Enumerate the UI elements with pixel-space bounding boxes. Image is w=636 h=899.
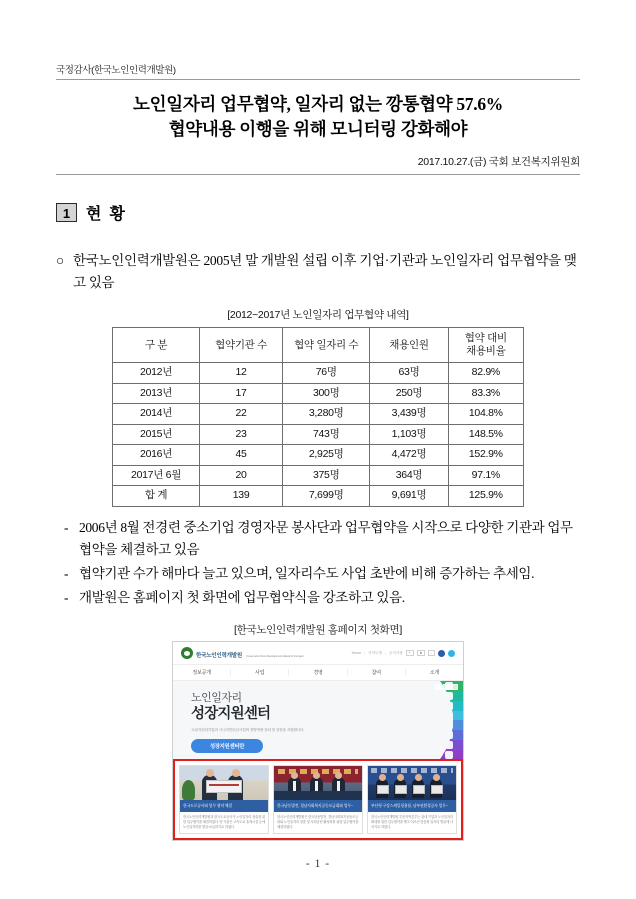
table-cell: 3,439명 <box>370 404 448 425</box>
news-highlight-box <box>173 759 463 840</box>
table-cell: 1,103명 <box>370 424 448 445</box>
dash-bullet-icon: - <box>64 589 69 605</box>
table-cell: 2014년 <box>113 404 200 425</box>
table-cell: 23 <box>200 424 283 445</box>
table-row <box>113 465 524 486</box>
table-cell: 76명 <box>283 363 370 384</box>
hero-text-block <box>173 681 373 759</box>
logo-name: 한국노인인력개발원 <box>196 653 242 660</box>
table-cell: 12 <box>200 363 283 384</box>
col-header-ratio-line1: 협약 대비 <box>464 331 507 344</box>
quick-menu-icon <box>445 751 453 759</box>
list-item <box>56 587 580 609</box>
nav-item-참여[interactable]: 참여 <box>348 669 406 676</box>
col-header-ratio-line2: 채용비율 <box>466 345 506 358</box>
utility-link-notice[interactable]: 공지사항 <box>388 650 403 655</box>
table-cell: 2013년 <box>113 383 200 404</box>
table-cell: 63명 <box>370 363 448 384</box>
website-screenshot <box>172 641 464 841</box>
zoom-in-button[interactable]: + <box>406 650 414 656</box>
person-figure <box>412 779 424 798</box>
person-figure <box>430 779 442 798</box>
document-title-line-1: 노인일자리 업무협약, 일자리 없는 깡통협약 57.6% <box>133 94 503 114</box>
hero-line-1: 노인일자리 <box>191 692 242 705</box>
table-row <box>113 424 524 445</box>
logo-mark-icon <box>181 647 193 659</box>
col-header-category: 구 분 <box>113 328 200 363</box>
table-cell: 250명 <box>370 383 448 404</box>
zoom-reset-button[interactable]: ■ <box>417 650 425 656</box>
utility-link-sitemap[interactable]: 사이트맵 <box>368 650 382 655</box>
table-head <box>113 328 524 363</box>
table-cell: 83.3% <box>448 383 523 404</box>
site-logo[interactable] <box>181 644 303 662</box>
page-number: - 1 - <box>305 858 331 870</box>
table-header-row <box>113 328 524 363</box>
page-content <box>56 0 580 841</box>
hero-banner <box>173 681 463 759</box>
table-cell: 125.9% <box>448 486 523 507</box>
table-row <box>113 363 524 384</box>
table-cell: 139 <box>200 486 283 507</box>
table-cell: 743명 <box>283 424 370 445</box>
nav-item-소개[interactable]: 소개 <box>429 670 440 677</box>
hero-line-2: 성장지원센터 <box>191 706 271 723</box>
list-item-text: 개발원은 홈페이지 첫 화면에 업무협약식을 강조하고 있음. <box>79 589 405 605</box>
logo-subtitle: Korea Labor Force Development Institute for the Aged <box>246 655 304 659</box>
hero-description: 고령자친화기업과 시니어인턴십사업의 경영역량 강화 및 성장을 지원합니다. <box>191 728 305 733</box>
list-item <box>56 563 580 585</box>
dateline-wrap <box>56 143 580 174</box>
news-body: 한국노인인력개발원은 한국남동발전, 경남사회복지공동모금회와 노인일자리 창출 및 사회공헌 활성화를 위한 업무협약을 체결하였다. <box>277 814 359 829</box>
title-block <box>56 80 580 143</box>
table-prop <box>274 791 362 800</box>
table-row <box>113 445 524 466</box>
facebook-icon[interactable] <box>438 650 445 657</box>
logo-text-block <box>196 644 303 662</box>
plant-decoration <box>182 780 195 800</box>
table-body <box>113 363 524 507</box>
table-cell: 4,472명 <box>370 445 448 466</box>
section-title: 현 황 <box>86 205 127 223</box>
circle-bullet-icon: ○ <box>56 252 64 268</box>
hero-pause-button[interactable] <box>443 684 450 690</box>
news-title: 한국도로공사와 업무 협약 체결 <box>180 800 268 811</box>
placard-prop <box>206 780 242 793</box>
utility-link-home[interactable]: Home <box>351 651 362 656</box>
list-item[interactable] <box>273 765 363 834</box>
table-cell: 148.5% <box>448 424 523 445</box>
table-cell: 2,925명 <box>283 445 370 466</box>
dash-bullet-icon: - <box>64 565 69 581</box>
news-body: 한국노인인력개발원 부산지역본부는 관내 기업과 노인일자리 확대를 위한 업무협약을 맺고 어르신 맞춤형 일자리 발굴에 나서기로 하였다. <box>371 814 453 829</box>
news-title: 부산형 구강스케일링용품, 남부권환경공사 업무~ <box>368 800 456 811</box>
nav-item-정보공개[interactable]: 정보공개 <box>173 669 231 676</box>
table-row <box>113 404 524 425</box>
table-cell: 22 <box>200 404 283 425</box>
divider: | <box>364 651 366 656</box>
news-photo-2 <box>274 766 362 800</box>
running-head: 국정감사(한국노인인력개발원) <box>56 65 176 76</box>
zoom-out-button[interactable]: - <box>428 650 435 656</box>
figure-caption: [한국노인인력개발원 홈페이지 첫화면] <box>234 624 402 637</box>
hero-prev-button[interactable] <box>435 684 442 690</box>
table-cell: 합 계 <box>113 486 200 507</box>
site-header <box>173 642 463 664</box>
divider: | <box>384 651 386 656</box>
col-header-hired: 채용인원 <box>370 328 448 363</box>
twitter-icon[interactable] <box>448 650 455 657</box>
table-row <box>113 383 524 404</box>
table-cell: 97.1% <box>448 465 523 486</box>
dash-bullet-list <box>56 517 580 608</box>
table-cell: 364명 <box>370 465 448 486</box>
news-photo-1 <box>180 766 268 800</box>
hero-cta-button[interactable]: 성장지원센터란 <box>191 739 263 753</box>
document-title-line-2: 협약내용 이행을 위해 모니터링 강화해야 <box>168 119 468 140</box>
agreement-table <box>112 327 524 507</box>
list-item <box>56 517 580 561</box>
section-heading <box>56 201 580 224</box>
list-item-text: 2006년 8월 전경련 중소기업 경영자문 봉사단과 업무협약을 시작으로 다양한 기관과 업무협약을 체결하고 있음 <box>79 519 573 557</box>
table-cell: 2015년 <box>113 424 200 445</box>
dash-bullet-icon: - <box>64 519 69 535</box>
news-body: 한국노인인력개발원과 한국도로공사가 노인일자리 창출을 위한 업무협약을 체결하였다. 양 기관은 고속도로 휴게시설 등에 노인일자리를 발굴·보급하기로 하였다. <box>183 814 265 829</box>
col-header-ratio <box>448 328 523 363</box>
table-caption: [2012~2017년 노인일자리 업무협약 내역] <box>227 309 409 322</box>
col-header-jobs: 협약 일자리 수 <box>283 328 370 363</box>
lead-paragraph-text: 한국노인인력개발원은 2005년 말 개발원 설립 이후 기업·기관과 노인일자리 업무협약을 맺고 있음 <box>73 252 577 290</box>
table-cell: 7,699명 <box>283 486 370 507</box>
nav-item-사업[interactable]: 사업 <box>231 669 289 676</box>
col-header-institutions: 협약기관 수 <box>200 328 283 363</box>
table-cell: 300명 <box>283 383 370 404</box>
table-cell: 3,280명 <box>283 404 370 425</box>
title-rule <box>56 174 580 175</box>
table-cell: 45 <box>200 445 283 466</box>
person-figure <box>394 779 406 798</box>
table-row <box>113 486 524 507</box>
news-card-row <box>179 765 457 834</box>
table-cell: 9,691명 <box>370 486 448 507</box>
table-cell: 2016년 <box>113 445 200 466</box>
dateline: 2017.10.27.(금) 국회 보건복지위원회 <box>417 155 580 168</box>
table-cell: 20 <box>200 465 283 486</box>
table-cell: 17 <box>200 383 283 404</box>
table-cell: 2012년 <box>113 363 200 384</box>
list-item[interactable] <box>367 765 457 834</box>
list-item[interactable] <box>179 765 269 834</box>
table-cell: 2017년 6월 <box>113 465 200 486</box>
nav-item-경영[interactable]: 경영 <box>289 669 347 676</box>
global-navigation <box>173 664 463 681</box>
news-photo-3 <box>368 766 456 800</box>
table-cell: 375명 <box>283 465 370 486</box>
utility-links <box>352 650 455 657</box>
table-cell: 152.9% <box>448 445 523 466</box>
hero-next-button[interactable] <box>451 684 458 690</box>
list-item-text: 협약기관 수가 해마다 늘고 있으며, 일자리수도 사업 초반에 비해 증가하는 추세임. <box>79 565 535 581</box>
section-number-box: 1 <box>56 203 77 222</box>
table-cell: 82.9% <box>448 363 523 384</box>
lead-paragraph <box>56 250 580 294</box>
backdrop-banner <box>371 768 453 773</box>
person-figure <box>376 779 388 798</box>
table-cell: 104.8% <box>448 404 523 425</box>
hero-pager <box>435 684 458 690</box>
news-title: 한국남동발전, 경남사회복지공동모금회와 업무~ <box>274 800 362 811</box>
